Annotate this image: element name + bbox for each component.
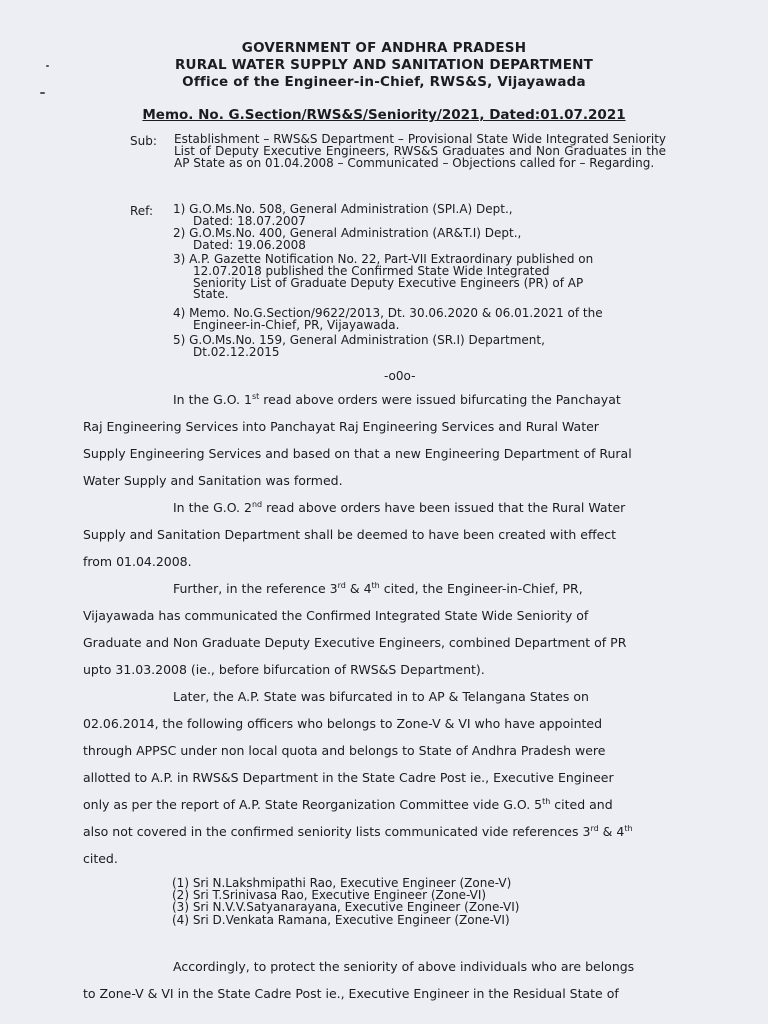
paragraph-line: Raj Engineering Services into Panchayat Raj Engineering Services and Rural Water [83,419,599,434]
subject-text: Establishment – RWS&S Department – Provisional State Wide Integrated Seniority List of Deputy Executive Engineers, RWS&S Graduates and Non Graduates in the AP State as on 01.04.2008 – Communicated – Objections called for – Regarding. [174,132,666,170]
officer-list-item: (1) Sri N.Lakshmipathi Rao, Executive Engineer (Zone-V) [172,876,512,890]
officer-list [172,877,519,926]
paragraph-2 [83,494,679,575]
paragraph-line: Supply and Sanitation Department shall be deemed to have been created with effect [83,527,617,542]
paragraph-line: Water Supply and Sanitation was formed. [83,473,343,488]
section-separator: -o0o- [384,369,416,383]
paragraph-line: from 01.04.2008. [83,554,192,569]
subject-label: Sub: [130,134,157,148]
reference-line: Dt.02.12.2015 [193,344,280,359]
reference-line: Dated: 19.06.2008 [193,237,306,252]
reference-line: Dated: 18.07.2007 [193,213,306,228]
reference-item [173,335,673,359]
reference-line: 5) G.O.Ms.No. 159, General Administration (SR.I) Department, [173,333,545,347]
reference-item [173,308,673,332]
paragraph-line: Supply Engineering Services and based on that a new Engineering Department of Rural [83,446,632,461]
reference-line: Seniority List of Graduate Deputy Executive Engineers (PR) of AP [193,275,584,290]
paragraph-1 [83,386,679,494]
paragraph-3 [83,575,679,683]
officer-list-item: (3) Sri N.V.V.Satyanarayana, Executive Engineer (Zone-VI) [172,900,520,915]
paragraph-line: 02.06.2014, the following officers who belongs to Zone-V & VI who have appointed [83,716,603,731]
reference-line: 4) Memo. No.G.Section/9622/2013, Dt. 30.06.2020 & 06.01.2021 of the [173,306,603,320]
paragraph-line: Accordingly, to protect the seniority of above individuals who are belongs [173,959,635,974]
reference-label: Ref: [130,204,154,218]
paragraph-line: through APPSC under non local quota and belongs to State of Andhra Pradesh were [83,743,606,758]
paragraph-line: Further, in the reference 3rd & 4th cited, the Engineer-in-Chief, PR, [173,581,583,596]
paragraph-line: In the G.O. 1st read above orders were issued bifurcating the Panchayat [173,392,621,407]
paragraph-5 [83,953,679,1007]
paragraph-line: Later, the A.P. State was bifurcated in to AP & Telangana States on [173,689,589,704]
paragraph-line: allotted to A.P. in RWS&S Department in the State Cadre Post ie., Executive Engineer [83,770,614,785]
scan-speck [40,92,45,94]
paragraph-line: In the G.O. 2nd read above orders have been issued that the Rural Water [173,500,626,515]
header-department: RURAL WATER SUPPLY AND SANITATION DEPARTMENT [174,57,594,73]
reference-item [173,228,673,252]
memo-number: Memo. No. G.Section/RWS&S/Seniority/2021, Dated:01.07.2021 [142,107,626,123]
header-government: GOVERNMENT OF ANDHRA PRADESH [241,40,527,56]
paragraph-line: also not covered in the confirmed seniority lists communicated vide references 3rd & 4th [83,824,633,839]
reference-line: Engineer-in-Chief, PR, Vijayawada. [193,317,400,332]
paragraph-line: Vijayawada has communicated the Confirmed Integrated State Wide Seniority of [83,608,589,623]
paragraph-line: only as per the report of A.P. State Reorganization Committee vide G.O. 5th cited and [83,797,613,812]
paragraph-line: upto 31.03.2008 (ie., before bifurcation of RWS&S Department). [83,662,485,677]
reference-line: 2) G.O.Ms.No. 400, General Administration (AR&T.I) Dept., [173,226,522,240]
officer-list-item: (2) Sri T.Srinivasa Rao, Executive Engineer (Zone-VI) [172,888,487,903]
header-office: Office of the Engineer-in-Chief, RWS&S, Vijayawada [182,74,586,90]
paragraph-line: Graduate and Non Graduate Deputy Executive Engineers, combined Department of PR [83,635,627,650]
paragraph-4 [83,683,679,872]
reference-item [173,254,673,301]
paragraph-line: cited. [83,851,118,866]
reference-item [173,204,673,228]
paragraph-line: to Zone-V & VI in the State Cadre Post ie., Executive Engineer in the Residual State of [83,986,619,1001]
reference-line: 12.07.2018 published the Confirmed State Wide Integrated [193,263,550,278]
reference-line: State. [193,287,229,302]
officer-list-item: (4) Sri D.Venkata Ramana, Executive Engineer (Zone-VI) [172,912,510,927]
reference-line: 3) A.P. Gazette Notification No. 22, Part-VII Extraordinary published on [173,252,594,266]
reference-line: 1) G.O.Ms.No. 508, General Administration (SPI.A) Dept., [173,202,513,216]
